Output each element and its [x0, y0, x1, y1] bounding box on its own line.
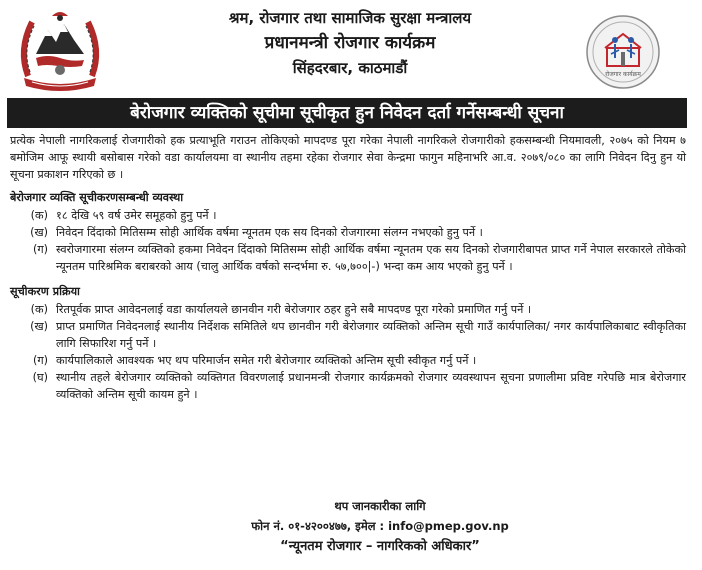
item-marker: (क) [30, 303, 48, 316]
list-item [10, 224, 686, 241]
pmep-logo-icon [585, 14, 661, 90]
item-marker: (ख) [30, 320, 48, 333]
list-item [10, 207, 686, 224]
notice-title-banner: बेरोजगार व्यक्तिको सूचीमा सूचीकृत हुन निवेदन दर्ता गर्नेसम्बन्धी सूचना [7, 98, 687, 128]
intro-paragraph: प्रत्येक नेपाली नागरिकलाई रोजगारीको हक प्रत्याभूति गराउन तोकिएको मापदण्ड पूरा गरेका नेपाली नागरिकले रोजगारीको हकसम्बन्धी नियमावली, २०७५ को नियम ७ बमोजिम आफू स्थायी बसोबास गरेको वडा कार्यालयमा वा स्थानीय तहमा रहेका रोजगार सेवा केन्द्रमा फागुन महिनाभरि आ.व. २०७९/०८० का लागि निवेदन दिनु हुन यो सूचना प्रकाशन गरिएको छ । [10, 134, 686, 181]
list-item [10, 241, 686, 275]
contact-footer [160, 496, 600, 558]
item-marker: (ग) [32, 243, 48, 256]
more-info-label: थप जानकारीका लागि [334, 499, 426, 513]
item-marker: (ग) [32, 354, 48, 367]
item-text: कार्यपालिकाले आवश्यक भए थप परिमार्जन समेत गरी बेरोजगार व्यक्तिको अन्तिम सूची स्वीकृत गर्नु पर्ने । [56, 354, 477, 367]
item-marker: (ख) [30, 226, 48, 239]
program-name: प्रधानमन्त्री रोजगार कार्यक्रम [264, 33, 436, 53]
office-location: सिंहदरबार, काठमाडौं [292, 59, 408, 77]
logo-caption: रोजगार कार्यक्रम [605, 71, 641, 78]
item-text: निवेदन दिंदाको मितिसम्म सोही आर्थिक वर्षमा न्यूनतम एक सय दिनको रोजगारमा संलग्न नभएको हुनु पर्ने । [56, 226, 483, 239]
ministry-name: श्रम, रोजगार तथा सामाजिक सुरक्षा मन्त्रालय [228, 9, 472, 27]
nepal-emblem-icon [14, 6, 106, 92]
list-item [10, 369, 686, 403]
item-marker: (क) [30, 209, 48, 222]
notice-body [10, 132, 686, 403]
contact-line: फोन नं. ०१-४२००४७७, इमेल : info@pmep.gov.np [251, 519, 509, 533]
item-text: १८ देखि ५९ वर्ष उमेर समूहको हुनु पर्ने । [56, 209, 217, 222]
header [130, 6, 570, 80]
list-item [10, 301, 686, 318]
item-marker: (घ) [32, 371, 48, 384]
list-item [10, 352, 686, 369]
slogan: “न्यूनतम रोजगार – नागरिकको अधिकार” [280, 539, 480, 554]
list-item [10, 318, 686, 352]
item-text: स्वरोजगारमा संलग्न व्यक्तिको हकमा निवेदन दिंदाको मितिसम्म सोही आर्थिक वर्षमा न्यूनतम एक सय दिनको रोजगारीबापत प्राप्त गर्ने नेपाल सरकारले तोकेको न्यूनतम पारिश्रमिक बराबरको आय (चालु आर्थिक वर्षको सन्दर्भमा रु. ५७,७००|-) भन्दा कम आय भएको हुनु पर्ने । [56, 243, 686, 273]
item-text: प्राप्त प्रमाणित निवेदनलाई स्थानीय निर्देशक समितिले थप छानवीन गरी बेरोजगार व्यक्तिको अन्तिम सूची गाउँ कार्यपालिका/ नगर कार्यपालिकाबाट स्वीकृतिका लागि सिफारिश गर्नु पर्ने । [56, 320, 686, 350]
item-text: रितपूर्वक प्राप्त आवेदनलाई वडा कार्यालयले छानवीन गरी बेरोजगार ठहर हुने सबै मापदण्ड पूरा गरेको प्रमाणित गर्नु पर्ने । [56, 303, 532, 316]
item-text: स्थानीय तहले बेरोजगार व्यक्तिको व्यक्तिगत विवरणलाई प्रधानमन्त्री रोजगार कार्यक्रमको रोजगार व्यवस्थापन सूचना प्रणालीमा प्रविष्ट गरेपछि मात्र बेरोजगार व्यक्तिको अन्तिम सूची कायम हुने । [56, 371, 686, 401]
section-title-eligibility: बेरोजगार व्यक्ति सूचीकरणसम्बन्धी व्यवस्था [10, 191, 184, 204]
section-title-process: सूचीकरण प्रक्रिया [10, 285, 80, 298]
